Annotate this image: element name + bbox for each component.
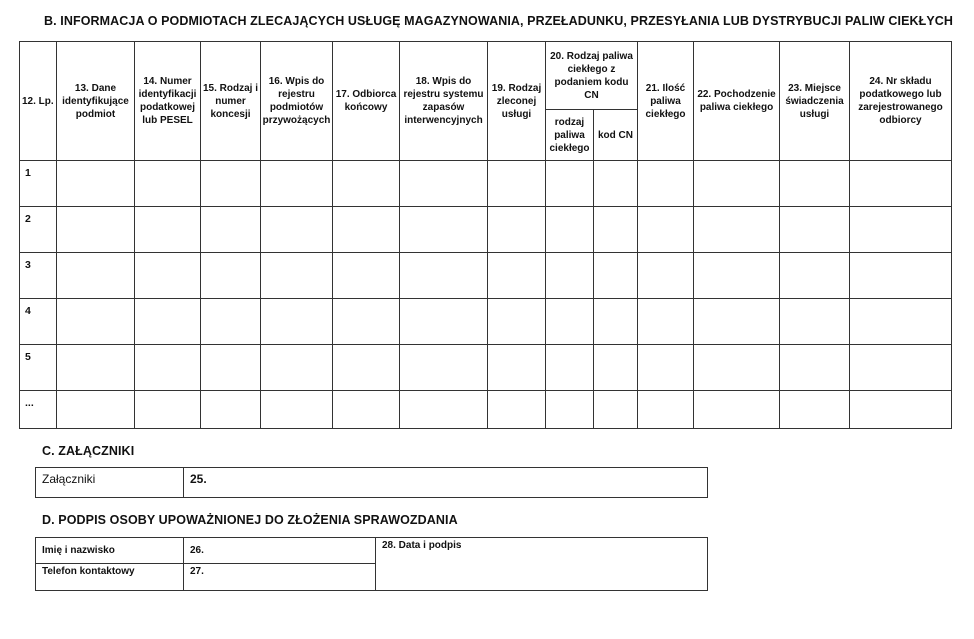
header-fuel-origin: 22. Pochodzenie paliwa ciekłego	[694, 42, 780, 161]
table-cell[interactable]	[261, 161, 333, 207]
header-fuel-quantity: 21. Ilość paliwa ciekłego	[638, 42, 694, 161]
table-cell[interactable]	[400, 299, 488, 345]
table-cell[interactable]	[638, 207, 694, 253]
table-cell[interactable]	[201, 345, 261, 391]
table-cell[interactable]	[780, 299, 850, 345]
table-cell[interactable]	[488, 391, 546, 429]
row-number: ...	[20, 391, 57, 429]
table-cell[interactable]	[780, 345, 850, 391]
table-row	[20, 207, 952, 253]
row-number: 5	[20, 345, 57, 391]
table-cell[interactable]	[261, 299, 333, 345]
table-cell[interactable]	[638, 391, 694, 429]
table-cell[interactable]	[400, 253, 488, 299]
table-cell[interactable]	[57, 299, 135, 345]
table-cell[interactable]	[638, 345, 694, 391]
row-number: 2	[20, 207, 57, 253]
table-row	[20, 299, 952, 345]
table-cell[interactable]	[135, 391, 201, 429]
section-b-title: B. INFORMACJA O PODMIOTACH ZLECAJĄCYCH USŁUGĘ MAGAZYNOWANIA, PRZEŁADUNKU, PRZESYŁANIA LUB DYSTRYBUCJI PALIW CIEKŁYCH	[44, 14, 954, 28]
phone-label: Telefon kontaktowy	[36, 564, 184, 591]
header-end-recipient: 17. Odbiorca końcowy	[333, 42, 400, 161]
table-cell[interactable]	[57, 207, 135, 253]
table-cell[interactable]	[780, 253, 850, 299]
table-cell[interactable]	[135, 161, 201, 207]
table-cell[interactable]	[594, 161, 638, 207]
table-cell[interactable]	[780, 161, 850, 207]
table-cell[interactable]	[400, 161, 488, 207]
date-signature-field[interactable]: 28. Data i podpis	[376, 538, 708, 591]
table-cell[interactable]	[594, 207, 638, 253]
header-tax-warehouse: 24. Nr składu podatkowego lub zarejestrowanego odbiorcy	[850, 42, 952, 161]
table-cell[interactable]	[594, 299, 638, 345]
attachments-field[interactable]: 25.	[184, 468, 708, 498]
signature-table	[35, 537, 708, 591]
name-field[interactable]: 26.	[184, 538, 376, 564]
header-lp: 12. Lp.	[20, 42, 57, 161]
table-cell[interactable]	[546, 299, 594, 345]
table-cell[interactable]	[594, 253, 638, 299]
table-cell[interactable]	[488, 345, 546, 391]
table-cell[interactable]	[694, 161, 780, 207]
table-cell[interactable]	[546, 161, 594, 207]
table-cell[interactable]	[546, 345, 594, 391]
table-cell[interactable]	[694, 345, 780, 391]
attachments-label: Załączniki	[36, 468, 184, 498]
table-cell[interactable]	[488, 161, 546, 207]
table-cell[interactable]	[57, 253, 135, 299]
header-service-location: 23. Miejsce świadczenia usługi	[780, 42, 850, 161]
table-cell[interactable]	[488, 299, 546, 345]
header-license: 15. Rodzaj i numer koncesji	[201, 42, 261, 161]
table-row	[20, 253, 952, 299]
name-label: Imię i nazwisko	[36, 538, 184, 564]
table-cell[interactable]	[333, 299, 400, 345]
table-cell[interactable]	[57, 161, 135, 207]
header-fuel-type-cn: 20. Rodzaj paliwa ciekłego z podaniem kodu CN	[546, 42, 638, 110]
table-cell[interactable]	[261, 253, 333, 299]
table-row	[20, 161, 952, 207]
table-cell[interactable]	[694, 207, 780, 253]
table-row	[20, 345, 952, 391]
table-cell[interactable]	[201, 207, 261, 253]
header-cn-code: kod CN	[594, 110, 638, 161]
table-cell[interactable]	[546, 207, 594, 253]
table-cell[interactable]	[638, 161, 694, 207]
header-identification-data: 13. Dane identyfikujące podmiot	[57, 42, 135, 161]
services-table	[19, 41, 952, 429]
table-cell[interactable]	[546, 253, 594, 299]
table-cell[interactable]	[780, 391, 850, 429]
table-cell[interactable]	[850, 207, 952, 253]
table-cell[interactable]	[400, 391, 488, 429]
header-service-type: 19. Rodzaj zleconej usługi	[488, 42, 546, 161]
header-tax-id: 14. Numer identyfikacji podatkowej lub PESEL	[135, 42, 201, 161]
table-cell[interactable]	[57, 345, 135, 391]
table-cell[interactable]	[201, 161, 261, 207]
header-reserve-register: 18. Wpis do rejestru systemu zapasów interwencyjnych	[400, 42, 488, 161]
table-cell[interactable]	[694, 299, 780, 345]
phone-field[interactable]: 27.	[184, 564, 376, 591]
table-cell[interactable]	[57, 391, 135, 429]
table-cell[interactable]	[488, 207, 546, 253]
table-cell[interactable]	[850, 345, 952, 391]
section-c-title: C. ZAŁĄCZNIKI	[42, 444, 135, 458]
table-cell[interactable]	[488, 253, 546, 299]
row-number: 4	[20, 299, 57, 345]
table-cell[interactable]	[333, 161, 400, 207]
table-cell[interactable]	[261, 207, 333, 253]
table-cell[interactable]	[594, 345, 638, 391]
table-cell[interactable]	[400, 207, 488, 253]
table-cell[interactable]	[850, 299, 952, 345]
attachments-table	[35, 467, 708, 498]
table-cell[interactable]	[135, 345, 201, 391]
table-cell[interactable]	[850, 161, 952, 207]
table-cell[interactable]	[333, 207, 400, 253]
table-cell[interactable]	[638, 253, 694, 299]
table-cell[interactable]	[261, 391, 333, 429]
header-importer-register: 16. Wpis do rejestru podmiotów przywożących	[261, 42, 333, 161]
table-cell[interactable]	[850, 253, 952, 299]
table-cell[interactable]	[694, 391, 780, 429]
table-cell[interactable]	[135, 207, 201, 253]
header-fuel-type: rodzaj paliwa ciekłego	[546, 110, 594, 161]
row-number: 1	[20, 161, 57, 207]
row-number: 3	[20, 253, 57, 299]
table-cell[interactable]	[638, 299, 694, 345]
table-cell[interactable]	[333, 253, 400, 299]
table-cell[interactable]	[333, 391, 400, 429]
table-cell[interactable]	[400, 345, 488, 391]
table-cell[interactable]	[546, 391, 594, 429]
table-cell[interactable]	[201, 299, 261, 345]
section-d-title: D. PODPIS OSOBY UPOWAŻNIONEJ DO ZŁOŻENIA SPRAWOZDANIA	[42, 513, 458, 527]
table-cell[interactable]	[261, 345, 333, 391]
table-cell[interactable]	[201, 253, 261, 299]
table-cell[interactable]	[333, 345, 400, 391]
table-cell[interactable]	[694, 253, 780, 299]
table-cell[interactable]	[850, 391, 952, 429]
table-cell[interactable]	[135, 253, 201, 299]
table-cell[interactable]	[135, 299, 201, 345]
table-cell[interactable]	[201, 391, 261, 429]
table-row	[20, 391, 952, 429]
table-cell[interactable]	[594, 391, 638, 429]
table-cell[interactable]	[780, 207, 850, 253]
